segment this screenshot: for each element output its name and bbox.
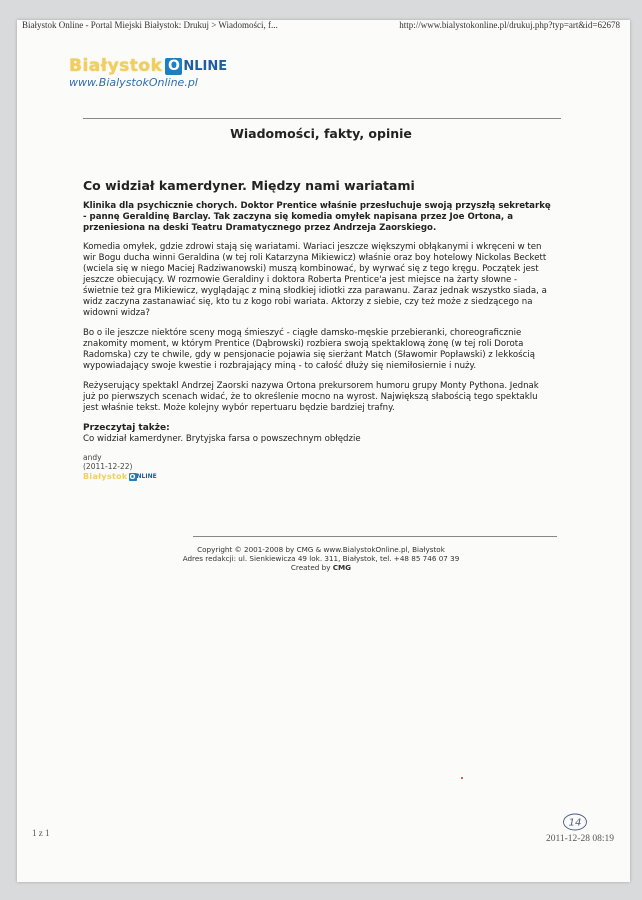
- article-paragraph: Reżyserujący spektakl Andrzej Zaorski nazywa Ortona prekursorem humoru grupy Monty Pythona. Jednak już po pierwszych scenach widać, że to określenie mocno na wyrost. Największą słabością tego spektaklu jest właśnie tekst. Może kolejny wybór repertuaru będzie bardziej trafny.: [83, 381, 539, 413]
- section-title: Wiadomości, fakty, opinie: [230, 126, 412, 141]
- article: [83, 178, 553, 481]
- article-paragraph: Bo o ile jeszcze niektóre sceny mogą śmieszyć - ciągłe damsko-męskie przebieranki, choreograficznie znakomity moment, w którym Prentice (Dąbrowski) rozbiera swoją spektaklową żonę (w tej roli Dorota Radomska) czy te chwile, gdy w pensjonacie pojawia się sierżant Match (Sławomir Popławski) z lekkością wypowiadający swoje kwestie i rozbrajający miną - to całość dłuży się niemiłosiernie i nuży.: [83, 328, 535, 371]
- footer-divider: [193, 536, 557, 537]
- footer-address: Adres redakcji: ul. Sienkiewicza 49 lok. 311, Białystok, tel. +48 85 746 07 39: [182, 554, 460, 563]
- article-author: andy: [83, 453, 102, 462]
- page-footer: [0, 545, 642, 572]
- footer-created-by: Created by CMG: [290, 563, 352, 572]
- logo-url: www.BialystokOnline.pl: [69, 76, 198, 89]
- header-divider: [83, 118, 561, 119]
- footer-brand: CMG: [332, 563, 352, 572]
- print-header-url: http://www.bialystokonline.pl/drukuj.php?typ=art&id=62678: [399, 20, 620, 30]
- site-logo: [69, 55, 227, 89]
- small-logo-o-mark: O: [129, 472, 136, 481]
- logo-o-mark: O: [165, 58, 182, 75]
- small-site-logo: [83, 472, 553, 481]
- logo-wordmark-online: NLINE: [183, 58, 228, 74]
- footer-copyright: Copyright © 2001-2008 by CMG & www.BialystokOnline.pl, Białystok: [197, 545, 445, 554]
- handwritten-page-mark: [562, 812, 588, 832]
- print-timestamp: 2011-12-28 08:19: [546, 834, 614, 844]
- article-lead: Klinika dla psychicznie chorych. Doktor Prentice właśnie przesłuchuje swoją przyszłą sekretarkę - pannę Geraldinę Barclay. Tak zaczyna się komedia omyłek napisana przez Joe Ortona, a przeniesiona na deski Teatru Dramatycznego przez Andrzeja Zaorskiego.: [83, 201, 551, 233]
- see-also-heading: Przeczytaj także:: [83, 423, 170, 433]
- related-article-link[interactable]: Co widział kamerdyner. Brytyjska farsa o powszechnym obłędzie: [83, 434, 361, 444]
- logo-wordmark-bialystok: Białystok: [69, 56, 163, 76]
- article-paragraph: Komedia omyłek, gdzie zdrowi stają się wariatami. Wariaci jeszcze większymi obłąkanymi i wkręceni w ten wir Bogu ducha winni Geraldina (w tej roli Katarzyna Mikiewicz) właśnie oraz boy hotelowy Nickolas Beckett (wciela się w niego Maciej Radziwanowski) muszą kombinować, by wyrwać się z tego kręgu. Początek jest jeszcze obiecujący. W rozmowie Geraldiny i doktora Roberta Prentice'a jest miejsce na żarty słowne - świetnie też gra Mikiewicz, wyglądając z miną słodkiej idiotki zza parawanu. Zaraz jednak wszystko siada, a widz zaczyna zastanawiać się, kto tu z kogo robi wariata. Aktorzy z siebie, czy też może z siedzącego na widowni widza?: [83, 242, 547, 318]
- page-number: 1 z 1: [32, 828, 50, 838]
- print-header-title: Białystok Online - Portal Miejski Białystok: Drukuj > Wiadomości, f...: [22, 20, 278, 30]
- article-title: Co widział kamerdyner. Między nami wariatami: [83, 178, 415, 193]
- small-logo-online: NLINE: [136, 473, 157, 480]
- article-date: (2011-12-22): [83, 462, 133, 471]
- small-logo-wordmark: Białystok: [83, 472, 128, 481]
- ink-speck: [461, 777, 463, 779]
- handwritten-note-text: 14: [568, 817, 582, 829]
